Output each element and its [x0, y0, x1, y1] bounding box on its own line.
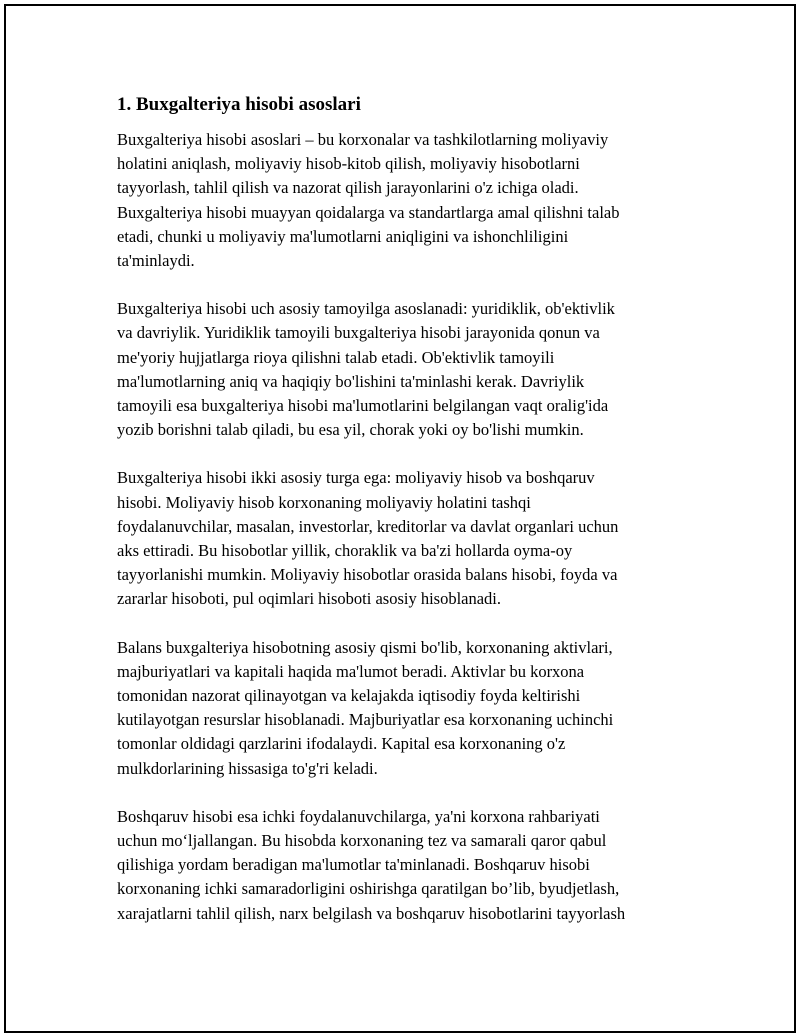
text-line: foydalanuvchilar, masalan, investorlar, kreditorlar va davlat organlari uchun — [117, 516, 619, 536]
text-line: tamoyili esa buxgalteriya hisobi ma'lumotlarini belgilangan vaqt oralig'ida — [117, 396, 609, 416]
text-line: yozib borishni talab qiladi, bu esa yil, chorak yoki oy bo'lishi mumkin. — [117, 420, 584, 440]
text-line: uchun moʻljallangan. Bu hisobda korxonaning tez va samarali qaror qabul — [117, 831, 607, 851]
text-line: korxonaning ichki samaradorligini oshirishga qaratilgan bo’lib, byudjetlash, — [117, 879, 620, 899]
text-line: me'yoriy hujjatlarga rioya qilishni talab etadi. Ob'ektivlik tamoyili — [117, 347, 555, 367]
text-line: Buxgalteriya hisobi ikki asosiy turga ega: moliyaviy hisob va boshqaruv — [117, 468, 595, 488]
document-body — [117, 93, 697, 950]
text-line: Buxgalteriya hisobi uch asosiy tamoyilga asoslanadi: yuridiklik, ob'ektivlik — [117, 299, 615, 319]
text-line: etadi, chunki u moliyaviy ma'lumotlarni aniqligini va ishonchliligini — [117, 226, 569, 246]
paragraph-2 — [117, 297, 697, 442]
section-heading: 1. Buxgalteriya hisobi asoslari — [117, 94, 361, 115]
text-line: ta'minlaydi. — [117, 251, 195, 271]
text-line: va davriylik. Yuridiklik tamoyili buxgalteriya hisobi jarayonida qonun va — [117, 323, 600, 343]
text-line: tomonidan nazorat qilinayotgan va kelajakda iqtisodiy foyda keltirishi — [117, 686, 581, 706]
text-line: majburiyatlari va kapitali haqida ma'lumot beradi. Aktivlar bu korxona — [117, 661, 585, 681]
text-line: zararlar hisoboti, pul oqimlari hisoboti asosiy hisoblanadi. — [117, 589, 502, 609]
text-line: mulkdorlarining hissasiga to'g'ri keladi. — [117, 758, 378, 778]
text-line: ma'lumotlarning aniq va haqiqiy bo'lishini ta'minlashi kerak. Davriylik — [117, 371, 585, 391]
text-line: holatini aniqlash, moliyaviy hisob-kitob qilish, moliyaviy hisobotlarni — [117, 154, 580, 174]
paragraph-3 — [117, 466, 697, 611]
text-line: kutilayotgan resurslar hisoblanadi. Majburiyatlar esa korxonaning uchinchi — [117, 710, 614, 730]
text-line: Buxgalteriya hisobi muayyan qoidalarga va standartlarga amal qilishni talab — [117, 202, 620, 222]
text-line: aks ettiradi. Bu hisobotlar yillik, choraklik va ba'zi hollarda oyma-oy — [117, 541, 573, 561]
text-line: Boshqaruv hisobi esa ichki foydalanuvchilarga, ya'ni korxona rahbariyati — [117, 806, 600, 826]
text-line: tomonlar oldidagi qarzlarini ifodalaydi. Kapital esa korxonaning o'z — [117, 734, 566, 754]
text-line: Buxgalteriya hisobi asoslari – bu korxonalar va tashkilotlarning moliyaviy — [117, 130, 609, 149]
text-line: Balans buxgalteriya hisobotning asosiy qismi bo'lib, korxonaning aktivlari, — [117, 637, 613, 657]
text-line: hisobi. Moliyaviy hisob korxonaning moliyaviy holatini tashqi — [117, 492, 531, 512]
text-line: tayyorlash, tahlil qilish va nazorat qilish jarayonlarini o'z ichiga oladi. — [117, 178, 579, 198]
text-line: qilishiga yordam beradigan ma'lumotlar ta'minlanadi. Boshqaruv hisobi — [117, 855, 590, 875]
text-line: tayyorlanishi mumkin. Moliyaviy hisobotlar orasida balans hisobi, foyda va — [117, 565, 618, 585]
text-line: xarajatlarni tahlil qilish, narx belgilash va boshqaruv hisobotlarini tayyorlash — [117, 903, 626, 923]
paragraph-5 — [117, 805, 697, 926]
paragraph-1 — [117, 128, 697, 273]
paragraph-4 — [117, 636, 697, 781]
